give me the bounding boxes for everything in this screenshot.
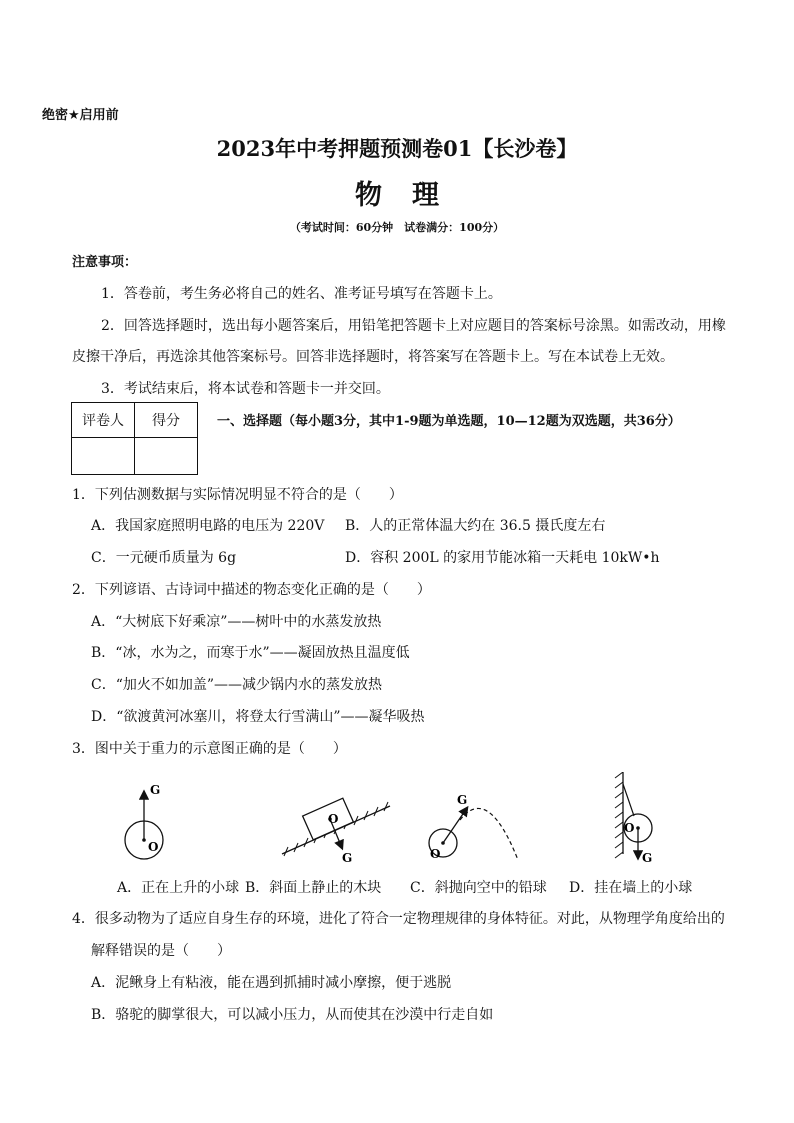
label-o: O xyxy=(148,840,159,854)
figure-caption-d: D．挂在墙上的小球 xyxy=(569,880,693,896)
question-4-option-b: B．骆驼的脚掌很大，可以减小压力，从而使其在沙漠中行走自如 xyxy=(91,1007,494,1023)
score-header: 得分 xyxy=(135,403,198,438)
diagram-d xyxy=(615,772,652,865)
figure-caption-a: A．正在上升的小球 xyxy=(117,880,240,896)
question-2-option-d: D．“欲渡黄河冰塞川，将登太行雪满山”——凝华吸热 xyxy=(91,709,425,725)
hanging-string xyxy=(623,784,634,816)
subject-title: 物理 xyxy=(355,180,469,211)
trajectory-dashed xyxy=(460,808,518,860)
gravity-arrow xyxy=(443,808,467,843)
question-3-stem: 3．图中关于重力的示意图正确的是（ ） xyxy=(72,741,347,757)
section-title: 一、选择题（每小题3分，其中1-9题为单选题，10—12题为双选题，共36分） xyxy=(217,414,681,429)
question-1-option-d: D．容积 200L 的家用节能冰箱一天耗电 10kW•h xyxy=(345,550,660,566)
question-4-stem-cont: 解释错误的是（ ） xyxy=(91,943,231,959)
diagram-c xyxy=(429,793,518,861)
question-2-stem: 2．下列谚语、古诗词中描述的物态变化正确的是（ ） xyxy=(72,582,431,598)
label-g: G xyxy=(150,783,161,797)
exam-info: （考试时间：60分钟 试卷满分：100分） xyxy=(289,221,505,234)
label-g: G xyxy=(457,793,468,807)
notice-item: 3．考试结束后，将本试卷和答题卡一并交回。 xyxy=(101,381,390,397)
grader-cell xyxy=(72,438,135,475)
label-o: O xyxy=(328,812,339,826)
notice-item: 2．回答选择题时，选出每小题答案后，用铅笔把答题卡上对应题目的答案标号涂黑。如需改动，用橡 xyxy=(101,318,726,334)
grader-table xyxy=(71,402,198,475)
wall-hatching xyxy=(615,772,623,858)
diagram-a xyxy=(125,783,163,859)
question-4-option-a: A．泥鳅身上有粘液，能在遇到抓捕时减小摩擦，便于逃脱 xyxy=(91,975,452,991)
figure-caption-b: B．斜面上静止的木块 xyxy=(245,880,382,896)
grader-header: 评卷人 xyxy=(72,403,135,438)
label-g: G xyxy=(342,851,353,865)
notice-item: 皮擦干净后，再选涂其他答案标号。回答非选择题时，将答案写在答题卡上。写在本试卷上无效。 xyxy=(72,349,674,365)
question-2-option-a: A．“大树底下好乘凉”——树叶中的水蒸发放热 xyxy=(91,614,382,630)
notice-title: 注意事项： xyxy=(72,255,138,270)
figure-caption-c: C．斜抛向空中的铅球 xyxy=(410,880,547,896)
question-1-option-a: A．我国家庭照明电路的电压为 220V xyxy=(91,518,325,534)
question-2-option-b: B．“冰，水为之，而寒于水”——凝固放热且温度低 xyxy=(91,645,410,661)
question-1-option-c: C．一元硬币质量为 6g xyxy=(91,550,237,566)
exam-title: 2023年中考押题预测卷01【长沙卷】 xyxy=(216,136,578,161)
notice-item: 1．答卷前，考生务必将自己的姓名、准考证号填写在答题卡上。 xyxy=(101,286,502,302)
gravity-diagrams xyxy=(110,772,710,872)
label-o: O xyxy=(624,821,635,835)
label-o: O xyxy=(430,847,441,861)
diagram-b xyxy=(282,798,390,865)
confidential-label: 绝密★启用前 xyxy=(42,108,119,123)
question-1-stem: 1．下列估测数据与实际情况明显不符合的是（ ） xyxy=(72,487,403,503)
question-1-option-b: B．人的正常体温大约在 36.5 摄氏度左右 xyxy=(345,518,606,534)
score-cell xyxy=(135,438,198,475)
label-g: G xyxy=(642,851,653,865)
question-4-stem: 4．很多动物为了适应自身生存的环境，进化了符合一定物理规律的身体特征。对此，从物理学角度给出的 xyxy=(72,911,725,927)
question-2-option-c: C．“加火不如加盖”——减少锅内水的蒸发放热 xyxy=(91,677,383,693)
